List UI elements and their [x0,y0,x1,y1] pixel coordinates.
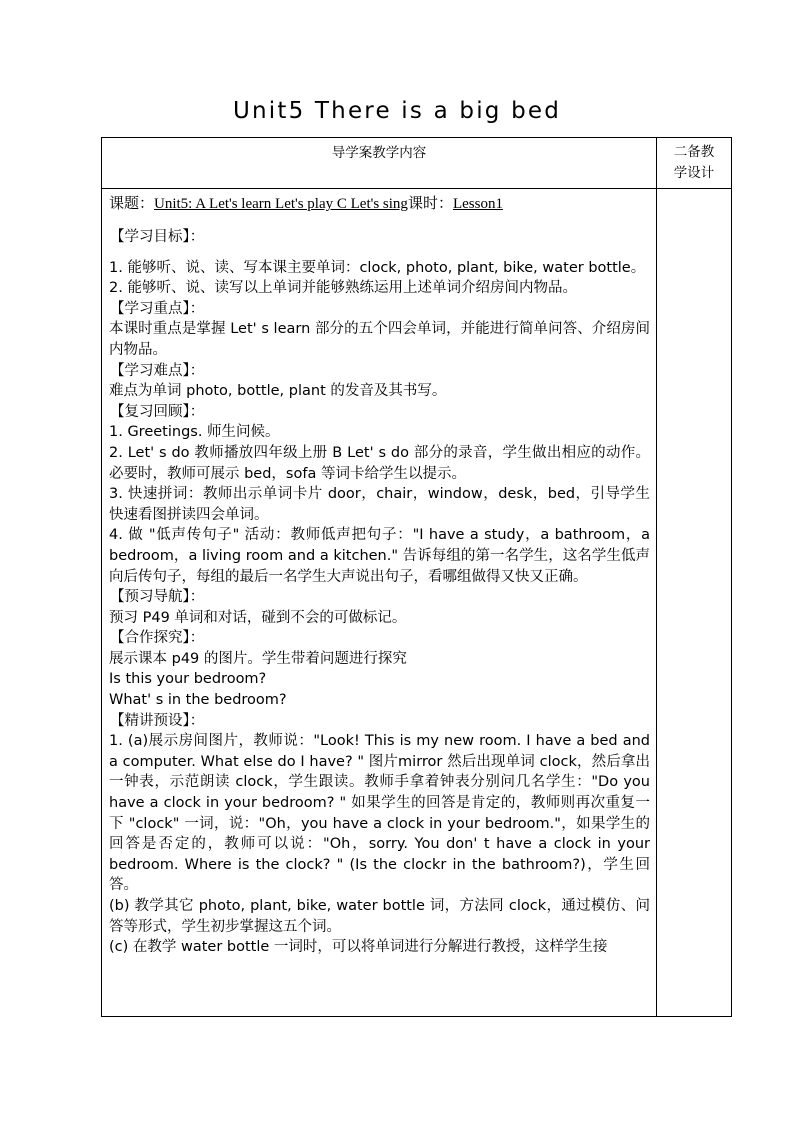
difficulties-heading: 【学习难点】： [110,362,205,379]
review-heading: 【复习回顾】： [110,403,205,420]
teaching-item-c: (c) 在教学 water bottle 一词时，可以将单词进行分解进行教授，这样学生接 [109,939,608,956]
objective-item-1: 1. 能够听、说、读、写本课主要单词：clock, photo, plant, bike, water bottle。 [109,259,646,276]
key-points-heading: 【学习重点】： [110,300,205,317]
preview-text: 预习 P49 单词和对话，碰到不会的可做标记。 [109,609,407,626]
table-body-row [102,189,732,1017]
review-item-4: 4. 做 "低声传句子" 活动：教师低声把句子："I have a study，a bathroom，a bedroom，a living room and a kitchen." 告诉每组的第一名学生，这名学生低声向后传句子，每组的最后一名学生大声说出句子，看哪组做得又快又正确。 [109,527,650,585]
body-cell-main [102,189,657,1017]
cooperation-question-2: What' s in the bedroom? [109,692,287,709]
review-item-1: 1. Greetings. 师生问候。 [109,424,280,441]
header-cell-main [102,138,657,189]
cooperation-question-1: Is this your bedroom? [109,671,267,688]
period-value: Lesson1 [452,196,503,212]
topic-line [109,194,650,215]
objective-item-2: 2. 能够听、说、读写以上单词并能够熟练运用上述单词介绍房间内物品。 [109,280,577,297]
lesson-plan-table [101,137,732,1017]
cooperation-heading: 【合作探究】： [110,630,205,647]
period-label: 课时： [407,196,453,212]
lesson-plan-table-wrapper [101,137,731,1017]
preview-heading: 【预习导航】： [110,589,205,606]
secondary-design-area [657,189,731,1009]
difficulties-text: 难点为单词 photo, bottle, plant 的发音及其书写。 [109,383,447,400]
teaching-item-a: 1. (a)展示房间图片，教师说："Look! This is my new room. I have a bed and a computer. What else do I have? " 图片mirror 然后出现单词 clock，然后拿出一钟表，示范朗读 clock，学生跟读。教师手拿着钟表分别问几名学生："Do you have a clock in your bedroom? " 如果学生的回答是肯定的，教师则再次重复一下 "clock" 一词，说："Oh，you have a clock in your bedroom."，如果学生的回答是否定的，教师可以说："Oh，sorry. You don' t have a clock in your bedroom. Where is the clock? " (Is the clockr in the bathroom?)，学生回答。 [109,733,650,894]
topic-label: 课题： [109,196,155,212]
review-item-3: 3. 快速拼词：教师出示单词卡片 door，chair，window，desk，bed，引导学生快速看图拼读四会单词。 [109,486,650,523]
lesson-content [102,189,656,1016]
page-title: Unit5 There is a big bed [232,98,562,124]
cooperation-text: 展示课本 p49 的图片。学生带着问题进行探究 [109,650,407,667]
objectives-heading: 【学习目标】： [110,229,205,245]
header-cell-side [657,138,732,189]
key-points-text: 本课时重点是掌握 Let' s learn 部分的五个四会单词，并能进行简单问答、介绍房间内物品。 [109,321,650,358]
teaching-heading: 【精讲预设】： [110,712,205,729]
header-side-label: 二备教 学设计 [673,144,715,181]
review-item-2: 2. Let' s do 教师播放四年级上册 B Let' s do 部分的录音，学生做出相应的动作。必要时，教师可展示 bed，sofa 等词卡给学生以提示。 [109,444,650,482]
header-main-label: 导学案教学内容 [331,145,427,161]
topic-value: Unit5: A Let's learn Let's play C Let's sing [154,196,408,212]
teaching-item-b: (b) 教学其它 photo, plant, bike, water bottle 词，方法同 clock，通过模仿、问答等形式，学生初步掌握这五个词。 [109,898,650,935]
table-header-row [102,138,732,189]
body-cell-side [657,189,732,1017]
